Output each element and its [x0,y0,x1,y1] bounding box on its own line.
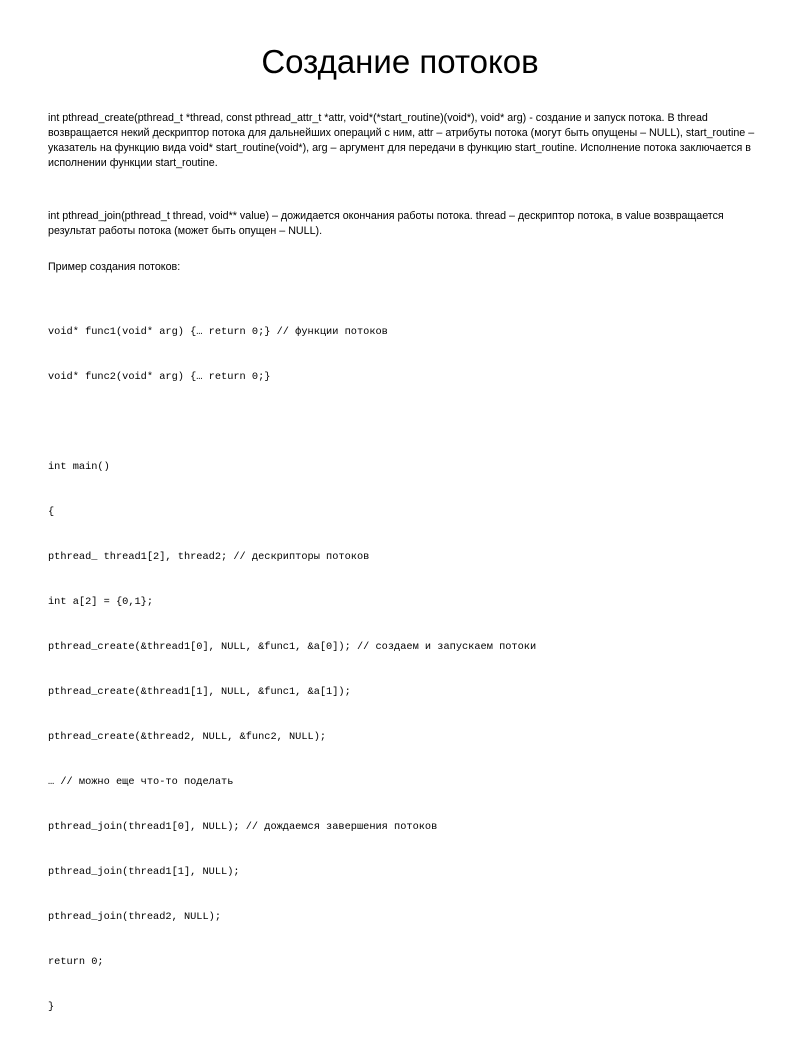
code-line: pthread_join(thread1[1], NULL); [48,866,240,878]
slide-content [48,111,760,1045]
code-line: pthread_ thread1[2], thread2; // дескрипторы потоков [48,551,370,563]
example-heading: Пример создания потоков: [48,261,181,273]
code-line: void* func1(void* arg) {… return 0;} // функции потоков [48,326,388,338]
code-line: { [48,506,55,518]
code-line: … // можно еще что-то поделать [48,776,234,788]
code-line: pthread_join(thread1[0], NULL); // дождаемся завершения потоков [48,821,438,833]
pthread-join-description: int pthread_join(pthread_t thread, void** value) – дожидается окончания работы потока. thread – дескриптор потока, в value возвращается результат работы потока (может быть опущен – NULL). [48,210,724,237]
code-block-main [48,430,760,1045]
code-line: int main() [48,461,110,473]
code-line: pthread_create(&thread1[1], NULL, &func1, &a[1]); [48,686,351,698]
pthread-create-description: int pthread_create(pthread_t *thread, const pthread_attr_t *attr, void*(*start_routine)(void*), void* arg) - создание и запуск потока. В thread возвращается некий дескриптор потока для дальнейших операций с ним, attr – атрибуты потока (могут быть опущены – NULL), start_routine – указатель на функцию вида void* start_routine(void*), arg – аргумент для передачи в функцию start_routine. Исполнение потока заключается в исполнении функции start_routine. [48,112,755,169]
code-line: pthread_create(&thread2, NULL, &func2, NULL); [48,731,327,743]
code-line: pthread_create(&thread1[0], NULL, &func1, &a[0]); // создаем и запускаем потоки [48,641,537,653]
slide-title: Создание потоков [261,43,539,80]
code-line: pthread_join(thread2, NULL); [48,911,222,923]
code-line: return 0; [48,956,104,968]
code-line: } [48,1001,55,1013]
code-line: void* func2(void* arg) {… return 0;} [48,371,271,383]
code-line: int a[2] = {0,1}; [48,596,154,608]
code-block-functions [48,295,760,415]
